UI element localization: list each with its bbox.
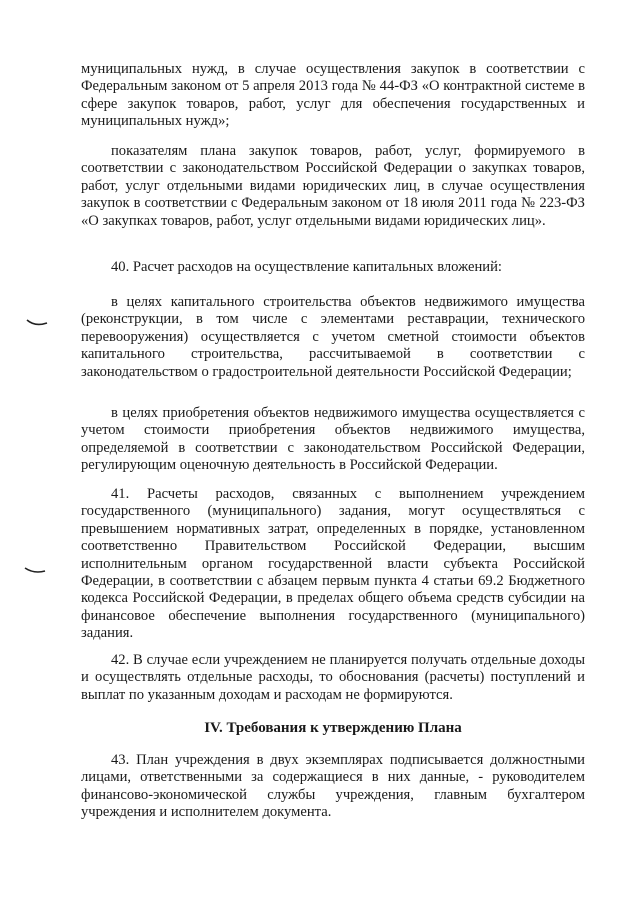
- paragraph-44fz-continuation: муниципальных нужд, в случае осуществления закупок в соответствии с Федеральным законом от 5 апреля 2013 года № 44-ФЗ «О контрактной системе в сфере закупок товаров, работ, услуг для обеспечения государственных и муниципальных нужд»;: [81, 61, 585, 130]
- paragraph-223fz: показателям плана закупок товаров, работ, услуг, формируемого в соответствии с законодательством Российской Федерации о закупках товаров, работ, услуг отдельными видами юридических лиц, в случае осуществления закупок в соответствии с Федеральным законом от 18 июля 2011 года № 223-ФЗ «О закупках товаров, работ, услуг отдельными видами юридических лиц».: [81, 143, 585, 229]
- paragraph-41: 41. Расчеты расходов, связанных с выполнением учреждением государственного (муниципального) задания, могут осуществляться с превышением нормативных затрат, определенных в порядке, установленном соответственно Правительством Российской Федерации, высшим исполнительным органом государственной власти субъекта Российской Федерации, в соответствии с абзацем первым пункта 4 статьи 69.2 Бюджетного кодекса Российской Федерации, в пределах общего объема средств субсидии на финансовое обеспечение выполнения государственного (муниципального) задания.: [81, 486, 585, 642]
- paragraph-40: 40. Расчет расходов на осуществление капитальных вложений:: [111, 259, 502, 275]
- paragraph-42: 42. В случае если учреждением не планируется получать отдельные доходы и осуществлять отдельные расходы, то обоснования (расчеты) поступлений и выплат по указанным доходам и расходам не формируются.: [81, 652, 585, 703]
- paragraph-43: 43. План учреждения в двух экземплярах подписывается должностными лицами, ответственными за содержащиеся в них данные, - руководителем финансово-экономической службы учреждения, главным бухгалтером учреждения и исполнителем документа.: [81, 752, 585, 821]
- paragraph-capital-construction: в целях капитального строительства объектов недвижимого имущества (реконструкции, в том числе с элементами реставрации, технического перевооружения) осуществляется с учетом сметной стоимости объектов капитального строительства, рассчитываемой в соответствии с законодательством о градостроительной деятельности Российской Федерации;: [81, 294, 585, 380]
- margin-scan-mark: [24, 565, 46, 575]
- section-heading: IV. Требования к утверждению Плана: [204, 720, 462, 736]
- paragraph-real-estate-acquisition: в целях приобретения объектов недвижимого имущества осуществляется с учетом стоимости приобретения объектов недвижимого имущества, определяемой в соответствии с законодательством Российской Федерации, регулирующим оценочную деятельность в Российской Федерации.: [81, 405, 585, 474]
- margin-scan-mark: [26, 318, 48, 328]
